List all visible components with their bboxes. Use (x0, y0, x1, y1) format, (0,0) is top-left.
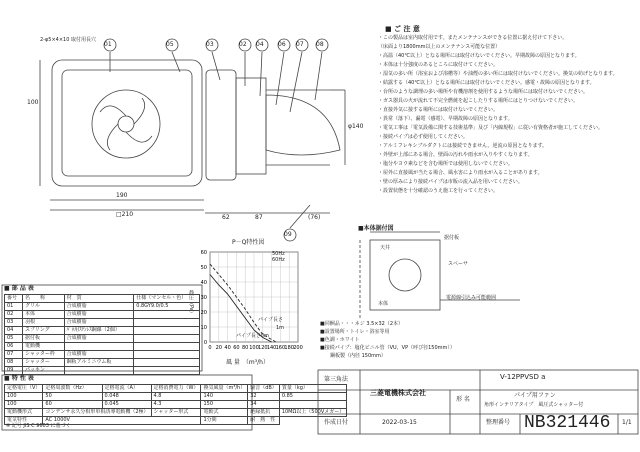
pq-series-60Hz (210, 264, 276, 342)
spec-cell: 150 (201, 401, 248, 409)
spec-cell: 絶縁抵抗 (248, 409, 280, 417)
notes-list (378, 36, 634, 198)
spec-note-line: 鋼板製（内径 150mm） (320, 353, 386, 359)
spec-row (5, 409, 347, 417)
front-view-grille (62, 70, 192, 176)
install-label-plate: 据付板 (444, 235, 460, 241)
label-01: 01 (104, 41, 112, 48)
pq-ylabel: 静圧（Pa） (188, 290, 194, 316)
spec-row (5, 401, 347, 409)
install-label-spacer: スペーサ (448, 261, 469, 267)
note-line: ・設置状態を十分確認のうえ施工を行ってください。 (378, 188, 499, 194)
spec-note-line: ■設置場所・トイレ・浴室等用 (320, 329, 390, 335)
note-line: ・ガス器具の火が流れて不完全燃焼を起こしたりする場所にはとりつけないでください。 (378, 98, 579, 104)
parts-cell: ﾊﾞﾈ用ｽﾃﾝﾚｽ鋼線（2個） (64, 327, 134, 335)
spec-cell: コンデンサ永久分相形単相誘導電動機（2極） (43, 409, 151, 417)
title-name-2: 角形インテリアタイプ 風圧式シャッター付 (484, 402, 584, 408)
parts-cell: シャッター (22, 359, 64, 367)
pq-xtick: 160 (275, 345, 286, 351)
fan-outline (92, 90, 160, 158)
dim-210: □210 (116, 211, 134, 218)
spec-header-cell: 定格電流（A） (102, 385, 151, 393)
pq-xtick: 60 (233, 345, 240, 351)
dim-76: (76) (308, 214, 321, 221)
parts-cell: パッキン (22, 367, 64, 375)
spec-note-line: ■接続パイプ：塩化ビニル管（VU、VP（呼び径150mm）） (320, 345, 455, 351)
note-line: ・屋外に直接風が当たる場合、風水害により雨水が入ることがあります。 (378, 170, 543, 176)
parts-cell: 鋼板アルミニウム板 (64, 359, 134, 367)
spec-cell: 100 (5, 401, 43, 409)
parts-title: ■ 部 品 表 (4, 285, 34, 292)
parts-row (5, 335, 200, 343)
parts-cell (134, 351, 200, 359)
parts-cell: スプリング (22, 327, 64, 335)
parts-header-cell: 番号 (5, 295, 23, 303)
parts-cell (134, 319, 200, 327)
label-05: 05 (166, 41, 174, 48)
parts-cell: 本体 (22, 311, 64, 319)
note-line: ・アルミフレキシブルダクトには接続できません。逆流の原因となります。 (378, 143, 548, 149)
parts-cell: シャッター枠 (22, 351, 64, 359)
side-view-body (236, 78, 266, 174)
parts-cell (134, 311, 200, 319)
pq-ytick: 0 (203, 340, 207, 346)
install-label-ceiling: 天井 (380, 245, 391, 251)
pq-xtick: 80 (242, 345, 249, 351)
parts-cell: 07 (5, 351, 23, 359)
spec-cell: 34 (248, 401, 280, 409)
parts-header-cell: 仕様（マンセル・色） (134, 295, 200, 303)
note-line: ・この製品は室内取付用です。またメンテナンスができる位置に据え付けて下さい。 (378, 35, 568, 41)
spec-cell (279, 401, 346, 409)
label-02: 02 (239, 41, 247, 48)
parts-cell: 合成樹脂 (64, 311, 134, 319)
note-line: ・塩分やヨウ素などを含む場所では使用しないでください。 (378, 161, 514, 167)
install-label-body: 本体 (378, 301, 389, 307)
spec-header-cell: 質量（kg） (279, 385, 346, 393)
parts-cell (134, 359, 200, 367)
notes-title: ■ ご 注 意 (385, 25, 420, 33)
note-line: ・台所のような調理の多い場所や有機溶剤を使用するような場所には取付けないでください。 (378, 89, 589, 95)
note-line: ・壁の厚みにより接続パイプは市販の流入品を用いてください。 (378, 179, 523, 185)
spec-cell: 0.85 (279, 393, 346, 401)
pq-xtick: 140 (266, 345, 277, 351)
parts-row (5, 303, 200, 311)
spec-cell: 50 (43, 393, 102, 401)
note-line: ・外壁が上部にある場合、壁面の汚れや雨水が入りやすくなります。 (378, 152, 533, 158)
parts-header-cell: 名 称 (22, 295, 64, 303)
spec-cell: 0.045 (102, 401, 151, 409)
dim-140: φ140 (348, 123, 364, 130)
front-view-body (52, 60, 202, 186)
parts-cell: 09 (5, 367, 23, 375)
pq-xtick: 0 (208, 345, 212, 351)
parts-row (5, 319, 200, 327)
spec-cell: 10MΩ以上（500Vメガー） (279, 409, 346, 417)
spec-title: ■ 特 性 表 (4, 375, 34, 382)
pq-xtick: 120 (258, 345, 268, 351)
label-03: 03 (206, 41, 214, 48)
spec-note-line: ■色調・ホワイト (320, 337, 360, 343)
spec-cell: シャッター形式 (151, 409, 201, 417)
pq-pipe-label2: パイプ長さ0m (236, 333, 269, 339)
pq-pipe-label: パイプ長さ (258, 317, 283, 323)
pq-xtick: 200 (293, 345, 303, 351)
spec-cell: 4.3 (151, 401, 201, 409)
pq-xtick: 20 (215, 345, 222, 351)
title-date: 2022-03-15 (382, 419, 417, 426)
spec-row (5, 393, 347, 401)
parts-cell: 01 (5, 303, 23, 311)
parts-cell: 羽根 (22, 319, 64, 327)
dim-87: 87 (255, 214, 263, 221)
parts-row (5, 359, 200, 367)
parts-cell (134, 335, 200, 343)
pq-xtick: 40 (224, 345, 231, 351)
spec-header-cell: 定格周波数（Hz） (43, 385, 102, 393)
pq-xlabel: 風 量 （m³/h） (226, 359, 269, 366)
parts-cell: 合成樹脂 (64, 303, 134, 311)
spec-cell: 0.048 (102, 393, 151, 401)
parts-row (5, 351, 200, 359)
label-06: 06 (278, 41, 286, 48)
parts-cell: 据付板 (22, 335, 64, 343)
pq-ytick: 30 (200, 295, 207, 301)
title-product-code: V-12PPVSD a (500, 373, 546, 381)
label-08: 08 (316, 41, 324, 48)
pq-ytick: 10 (200, 325, 207, 331)
spec-cell: 60 (43, 401, 102, 409)
fan-blades (100, 98, 152, 150)
parts-cell (134, 367, 200, 375)
label-09: 09 (284, 231, 292, 238)
parts-table (4, 294, 200, 375)
parts-header-cell: 材 質 (64, 295, 134, 303)
parts-row (5, 343, 200, 351)
parts-cell (134, 343, 200, 351)
pq-ytick: 60 (200, 250, 207, 256)
parts-row (5, 327, 200, 335)
note-line: ・高温（40℃以上）となる場所には取付けないでください。早期故障の原因となります。 (378, 53, 580, 59)
pq-ytick: 40 (200, 280, 207, 286)
label-07: 07 (296, 41, 304, 48)
parts-cell: 05 (5, 335, 23, 343)
spec-header-cell: 定格消費電力（W） (151, 385, 201, 393)
parts-row (5, 311, 200, 319)
note-line: ・異常（落下）、漏電（感電）、早期故障の原因となります。 (378, 116, 513, 122)
title-date-label: 作成日付 (324, 419, 349, 426)
spec-cell: 32 (248, 393, 280, 401)
hole-note: 2-φ5×4×10 取付用長穴 (40, 37, 96, 43)
pq-legend-50: 50Hz (272, 251, 285, 257)
parts-cell: グリル (22, 303, 64, 311)
parts-cell: 06 (5, 343, 23, 351)
install-label-cable: 電源線引込み可能範囲 (446, 295, 497, 301)
note-line: ・直接外気に接する場所には取付けないでください。 (378, 107, 499, 113)
note-line: ・結露する（40℃以上）となる場所には取付けないでください。感電・故障の原因となります。 (378, 80, 595, 86)
parts-cell: 合成樹脂 (64, 335, 134, 343)
spec-cell: 140 (201, 393, 248, 401)
parts-cell: 0.8GY9.0/0.5 (134, 303, 200, 311)
pq-series-50Hz (210, 275, 272, 343)
title-no-label: 整理番号 (486, 419, 511, 426)
spec-note-line: ■同梱品・・・ネジ 3.5×32（2本） (320, 321, 403, 327)
dim-100: 100 (27, 99, 39, 106)
parts-cell: 04 (5, 327, 23, 335)
spec-cell: 1分間 (201, 417, 248, 425)
spec-cell: 100 (5, 393, 43, 401)
spec-cell: AC 1000V (43, 417, 201, 425)
spec-cell: 電動式 (201, 409, 248, 417)
spec-footnote: ※ 記号 JIS C 9603 に基づく (6, 423, 71, 429)
title-name-1: パイプ用ファン (514, 392, 556, 399)
spec-header-cell: 騒音（dB） (248, 385, 280, 393)
parts-cell (64, 343, 134, 351)
spec-cell: 耐 熱 性 (248, 417, 280, 425)
parts-cell: 03 (5, 319, 23, 327)
side-view-shutter (266, 95, 340, 155)
parts-cell (64, 367, 134, 375)
spec-cell: 電動機形式 (5, 409, 43, 417)
title-drawing-no: NB321446 (524, 413, 611, 433)
spec-table (4, 384, 347, 425)
fan-hub (118, 116, 134, 132)
note-line: ・接続パイプは必ず使用してください。 (378, 134, 468, 140)
parts-cell: 08 (5, 359, 23, 367)
pq-ytick: 50 (200, 265, 207, 271)
note-line: ・本体は十分強度のあるところに取付けてください。 (378, 62, 499, 68)
spec-cell: 4.8 (151, 393, 201, 401)
title-dept: 第三角法 (324, 376, 349, 383)
parts-cell: 合成樹脂 (64, 351, 134, 359)
spec-cell: 電気特性 (5, 417, 43, 425)
install-title: ■本体据付図 (358, 225, 394, 232)
pq-title: P－Q特性図 (232, 239, 265, 246)
parts-cell (134, 327, 200, 335)
dim-190: 190 (116, 192, 128, 199)
title-name-label: 形 名 (456, 396, 470, 403)
note-line: ・湿気の多い所（浴室および浴槽等）や油煙の多い所には取付けないでください。換気の妨げとなります。 (378, 71, 618, 77)
pq-xtick: 100 (249, 345, 259, 351)
pq-legend-60: 60Hz (272, 257, 285, 263)
note-line: （床面より1800mm以上のメンテナンス可能な位置） (378, 44, 501, 50)
parts-cell: 合成樹脂 (64, 319, 134, 327)
pq-pipe-1m: 1m (276, 325, 285, 331)
pq-xtick: 180 (284, 345, 294, 351)
install-hole (389, 259, 421, 291)
label-04: 04 (256, 41, 264, 48)
title-company: 三菱電機株式会社 (370, 389, 426, 397)
spec-header-cell: 換気風量（m³/h） (201, 385, 248, 393)
parts-cell: 電動機 (22, 343, 64, 351)
pq-ytick: 20 (200, 310, 207, 316)
parts-row (5, 367, 200, 375)
parts-cell: 02 (5, 311, 23, 319)
title-sheet: 1/1 (622, 419, 632, 426)
spec-notes (320, 322, 620, 362)
spec-header-cell: 定格電圧（V） (5, 385, 43, 393)
dim-62: 62 (222, 214, 230, 221)
note-line: ・電気工事は「電気設備に関する技術基準」及び「内線規程」に従い有資格者が施工してください。 (378, 125, 604, 131)
side-view-grille (206, 70, 236, 180)
